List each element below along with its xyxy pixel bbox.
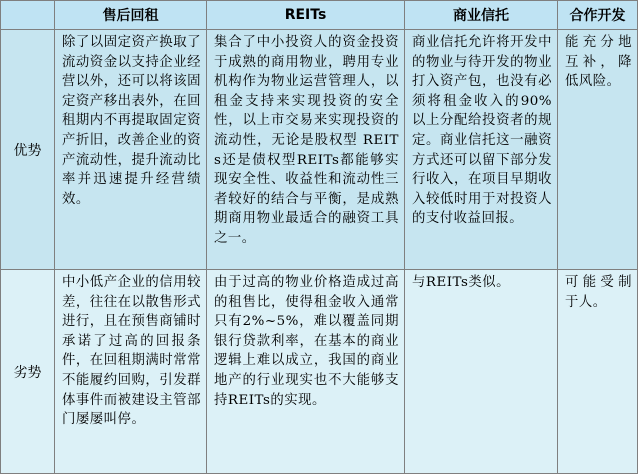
cell-advantages-sale-leaseback: 除了以固定资产换取了流动资金以支持企业经营以外，还可以将该固定资产移出表外，在回租期内不再提取固定资产折旧，改善企业的资产流动性，提升流动比率并迅速提升经营绩效。 — [55, 30, 207, 270]
header-row — [1, 1, 638, 30]
cell-disadvantages-sale-leaseback: 中小低产企业的信用较差，往往在以散售形式进行，且在预售商铺时承诺了过高的回报条件，在回租期满时常常不能履约回购，引发群体事件而被建设主管部门屡屡叫停。 — [55, 270, 207, 474]
cell-disadvantages-business-trust: 与REITs类似。 — [405, 270, 558, 474]
cell-disadvantages-reits: 由于过高的物业价格造成过高的租售比，使得租金收入通常只有2%~5%，难以覆盖同期银行贷款利率，在基本的商业逻辑上难以成立，我国的商业地产的行业现实也不大能够支持REITs的实现。 — [207, 270, 405, 474]
row-label-disadvantages: 劣势 — [1, 270, 55, 474]
corner-header — [1, 1, 55, 30]
header-reits: REITs — [207, 1, 405, 30]
cell-advantages-business-trust: 商业信托允许将开发中的物业与待开发的物业打入资产包，也没有必须将租金收入的90%以上分配给投资者的规定。商业信托这一融资方式还可以留下部分发行收入，在项目早期收入较低时用于对投资人的支付收益回报。 — [405, 30, 558, 270]
cell-advantages-joint-development: 能充分地互补，降低风险。 — [558, 30, 638, 270]
table-row-advantages — [1, 30, 638, 270]
header-sale-leaseback: 售后回租 — [55, 1, 207, 30]
header-joint-development: 合作开发 — [558, 1, 638, 30]
header-business-trust: 商业信托 — [405, 1, 558, 30]
cell-advantages-reits: 集合了中小投资人的资金投资于成熟的商用物业，聘用专业机构作为物业运营管理人，以租金支持来实现投资的安全性，以上市交易来实现投资的流动性，无论是股权型 REITs还是债权型REITs都能够实现安全性、收益性和流动性三者较好的结合与平衡，是成熟期商用物业最适合的融资工具之一。 — [207, 30, 405, 270]
cell-disadvantages-joint-development: 可能受制于人。 — [558, 270, 638, 474]
table-row-disadvantages — [1, 270, 638, 474]
row-label-advantages: 优势 — [1, 30, 55, 270]
